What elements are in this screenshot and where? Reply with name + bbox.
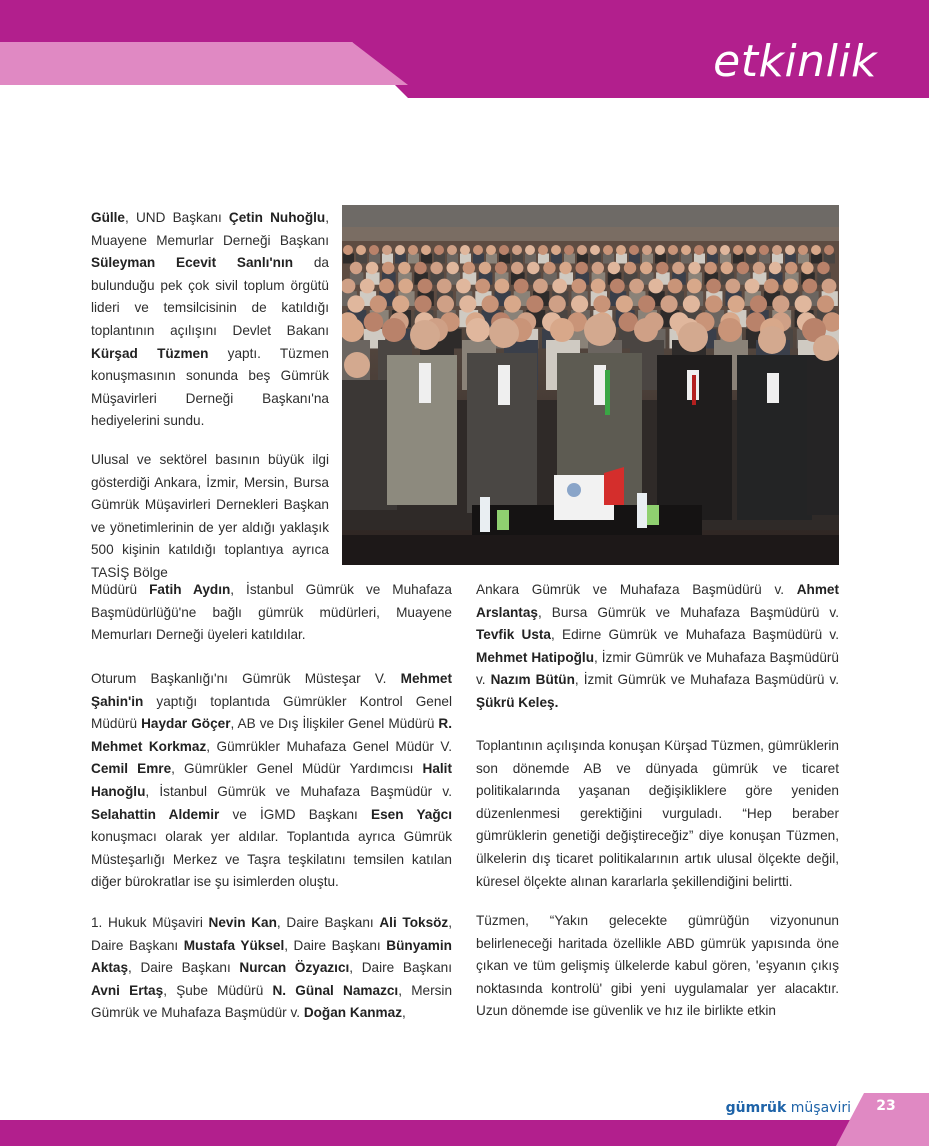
crowd-head: [571, 279, 586, 294]
crowd-head: [437, 279, 452, 294]
paragraph-left-4: [91, 912, 452, 1025]
crowd-head: [511, 262, 523, 274]
name-bold: Bünyamin Aktaş: [91, 937, 452, 976]
crowd-head: [370, 295, 387, 312]
crowd-head: [398, 262, 410, 274]
paragraph-left-2a: [91, 449, 329, 585]
text-run: , Gümrükler Muhafaza Genel Müdür V.: [206, 738, 452, 754]
paragraph-right-2: [476, 735, 839, 893]
text-run: , Daire Başkanı: [128, 960, 240, 976]
crowd-head: [447, 262, 459, 274]
crowd-head: [593, 295, 610, 312]
crowd-head: [392, 295, 409, 312]
crowd-head: [824, 245, 834, 255]
crowd-head: [707, 245, 717, 255]
crowd-head: [634, 318, 658, 342]
crowd-body: [811, 254, 822, 264]
crowd-head: [616, 245, 626, 255]
footer-brand-light: müşaviri: [786, 1100, 851, 1116]
text-run: , Daire Başkanı: [91, 915, 453, 953]
crowd-head: [479, 262, 491, 274]
name-bold: Şükrü Keleş.: [476, 694, 559, 710]
crowd-head: [459, 295, 476, 312]
crowd-head: [733, 245, 743, 255]
crowd-head: [343, 245, 353, 255]
crowd-body: [473, 254, 484, 264]
name-bold: Tevfik Usta: [476, 627, 551, 643]
crowd-head: [694, 245, 704, 255]
crowd-head: [798, 245, 808, 255]
paragraph-right-3: [476, 910, 839, 1023]
crowd-head: [414, 295, 431, 312]
footer-brand: [726, 1100, 851, 1116]
crowd-head: [746, 245, 756, 255]
crowd-head: [683, 295, 700, 312]
crowd-body: [824, 254, 835, 264]
crowd-head: [350, 262, 362, 274]
name-bold: Ahmet Arslantaş: [476, 582, 839, 620]
crowd-head: [772, 295, 789, 312]
paragraph-left-2b: [91, 579, 452, 647]
crowd-head: [681, 245, 691, 255]
crowd-head: [551, 245, 561, 255]
crowd-head: [482, 295, 499, 312]
crowd-head: [725, 279, 740, 294]
text-run: Müdürü: [91, 582, 150, 597]
crowd-head: [801, 262, 813, 274]
crowd-head: [706, 279, 721, 294]
text-run: , Daire Başkanı: [276, 915, 380, 930]
crowd-head: [785, 262, 797, 274]
crowd-head: [366, 262, 378, 274]
page-number: 23: [876, 1098, 896, 1114]
crowd-body: [681, 254, 692, 264]
text-run: yaptığı toplantıda Gümrükler Kontrol Genel Müdürü: [91, 693, 452, 732]
crowd-head: [629, 245, 639, 255]
header-pink-tab: [0, 42, 408, 85]
crowd-head: [638, 295, 655, 312]
text-run: , Mersin Gümrük ve Muhafaza Başmüdür v.: [91, 982, 453, 1021]
crowd-head: [463, 262, 475, 274]
crowd-head: [504, 295, 521, 312]
crowd-head: [559, 262, 571, 274]
crowd-head: [430, 262, 442, 274]
crowd-head: [745, 279, 760, 294]
crowd-body: [421, 254, 432, 264]
crowd-head: [421, 245, 431, 255]
crowd-head: [648, 279, 663, 294]
name-bold: Mehmet Şahin'in: [91, 671, 452, 709]
name-bold: Haydar Göçer: [141, 716, 231, 732]
crowd-body: [746, 254, 757, 264]
crowd-head: [668, 245, 678, 255]
crowd-head: [785, 245, 795, 255]
name-bold: Süleyman Ecevit Sanlı'nın: [91, 255, 294, 271]
crowd-body: [759, 254, 770, 264]
crowd-head: [514, 279, 529, 294]
text-run: , Muayene Memurlar Derneği Başkanı: [91, 210, 329, 248]
text-run: , İstanbul Gümrük ve Muhafaza Başmüdürlüğü'ne bağlı gümrük müdürleri, Muayene Memurları Derneği üyeleri katıldılar.: [91, 582, 452, 643]
name-bold: Nazım Bütün: [490, 672, 575, 688]
text-run: , İzmit Gümrük ve Muhafaza Başmüdürü v.: [574, 672, 840, 688]
text-run: Ankara Gümrük ve Muhafaza Başmüdürü v.: [476, 582, 797, 597]
text-run: , Daire Başkanı: [349, 960, 452, 976]
crowd-head: [533, 279, 548, 294]
name-bold: Halit Hanoğlu: [91, 761, 452, 799]
crowd-head: [360, 279, 375, 294]
crowd-head: [398, 279, 413, 294]
crowd-head: [364, 312, 384, 332]
crowd-head: [369, 245, 379, 255]
crowd-head: [512, 245, 522, 255]
crowd-head: [737, 262, 749, 274]
crowd-head: [783, 279, 798, 294]
name-bold: Nurcan Özyazıcı: [239, 960, 350, 976]
text-run: , Şube Müdürü: [163, 982, 273, 998]
footer-band: [0, 1120, 929, 1146]
crowd-head: [575, 262, 587, 274]
name-bold: Selahattin Aldemir: [91, 806, 220, 822]
crowd-head: [395, 245, 405, 255]
text-run: ve İGMD Başkanı: [219, 806, 372, 822]
crowd-head: [527, 262, 539, 274]
crowd-body: [707, 254, 718, 264]
crowd-head: [379, 279, 394, 294]
crowd-head: [552, 279, 567, 294]
section-title: etkinlik: [713, 36, 877, 87]
crowd-head: [795, 295, 812, 312]
name-bold: R. Mehmet Korkmaz: [91, 716, 453, 754]
crowd-head: [769, 262, 781, 274]
crowd-head: [564, 245, 574, 255]
paragraph-left-3: [91, 668, 452, 894]
name-bold: Ali Toksöz: [379, 915, 449, 930]
crowd-head: [642, 245, 652, 255]
crowd-head: [660, 295, 677, 312]
audience-photo: [342, 205, 839, 565]
crowd-head: [538, 245, 548, 255]
name-bold: Nevin Kan: [208, 915, 277, 930]
crowd-head: [705, 295, 722, 312]
crowd-body: [655, 254, 666, 264]
crowd-head: [460, 245, 470, 255]
crowd-head: [764, 279, 779, 294]
crowd-head: [382, 318, 406, 342]
crowd-head: [543, 262, 555, 274]
crowd-head: [447, 245, 457, 255]
crowd-head: [811, 245, 821, 255]
crowd-head: [687, 279, 702, 294]
crowd-head: [499, 245, 509, 255]
crowd-head: [802, 279, 817, 294]
crowd-head: [437, 295, 454, 312]
text-run: , İzmir Gümrük ve Muhafaza Başmüdürü v.: [476, 649, 839, 688]
crowd-head: [817, 262, 829, 274]
text-run: da bulunduğu pek çok sivil toplum örgütü lideri ve temsilcisinin de katıldığı toplantının açılışını Devlet Bakanı: [91, 255, 329, 338]
crowd-head: [418, 279, 433, 294]
crowd-head: [590, 245, 600, 255]
crowd-head: [549, 295, 566, 312]
text-run: Toplantının açılışında konuşan Kürşad Tüzmen, gümrüklerin son dönemde AB ve dünyada gümrük ve ticaret politikalarında yaşanan değişikliklere göre yeniden düzenlenmesi gerektiğini vurguladı. “Hep beraber gümrüklerin genetiği değiştireceğiz” diye konuşan Tüzmen, ülkelerin dış ticaret politikalarının artık ulusal ölçekte değil, küresel ölçekte alınan kararlarla şekillendiğini belirtti.: [476, 738, 839, 889]
crowd-head: [408, 245, 418, 255]
crowd-head: [720, 245, 730, 255]
crowd-body: [603, 254, 614, 264]
text-run: Ulusal ve sektörel basının büyük ilgi gösterdiği Ankara, İzmir, Mersin, Bursa Gümrük Müşavirleri Dernekleri Başkan ve yönetimlerinin de yer aldığı yaklaşık 500 kişinin katıldığı toplantıya ayrıca TASİŞ Bölge: [91, 452, 329, 580]
crowd-head: [495, 262, 507, 274]
text-run: Oturum Başkanlığı'nı Gümrük Müsteşar V.: [91, 671, 401, 686]
crowd-head: [629, 279, 644, 294]
crowd-head: [473, 245, 483, 255]
name-bold: Doğan Kanmaz: [303, 1005, 403, 1021]
text-run: , Bursa Gümrük ve Muhafaza Başmüdürü v.: [537, 604, 839, 620]
text-run: , Daire Başkanı: [284, 937, 387, 953]
crowd-head: [456, 279, 471, 294]
crowd-head: [822, 279, 837, 294]
crowd-head: [610, 279, 625, 294]
crowd-head: [640, 262, 652, 274]
name-bold: Esen Yağcı: [371, 806, 452, 822]
crowd-body: [616, 254, 627, 264]
crowd-head: [526, 295, 543, 312]
crowd-body: [343, 254, 354, 264]
crowd-head: [414, 262, 426, 274]
crowd-head: [668, 279, 683, 294]
text-run: , UND Başkanı: [125, 210, 229, 225]
crowd-head: [750, 295, 767, 312]
crowd-head: [591, 279, 606, 294]
crowd-head: [772, 245, 782, 255]
crowd-head: [356, 245, 366, 255]
paragraph-right-1: [476, 579, 839, 715]
crowd-head: [817, 295, 834, 312]
crowd-head: [382, 245, 392, 255]
text-run: konuşmacı olarak yer aldılar. Toplantıda ayrıca Gümrük Müsteşarlığı Merkez ve Taşra teşkilatını temsilen katılan diğer bürokratlar ise şu isimlerden oluştu.: [91, 829, 452, 890]
crowd-head: [495, 279, 510, 294]
crowd-head: [347, 295, 364, 312]
crowd-head: [721, 262, 733, 274]
text-run: , AB ve Dış İlişkiler Genel Müdürü: [230, 716, 439, 732]
name-bold: Fatih Aydın: [149, 582, 231, 597]
crowd-head: [577, 245, 587, 255]
crowd-head: [704, 262, 716, 274]
name-bold: N. Günal Namazcı: [272, 982, 399, 998]
paragraph-left-1: [91, 207, 329, 433]
name-bold: Çetin Nuhoğlu: [228, 210, 326, 225]
crowd-head: [688, 262, 700, 274]
text-run: , Gümrükler Genel Müdür Yardımcısı: [171, 761, 423, 777]
crowd-head: [728, 295, 745, 312]
name-bold: Mehmet Hatipoğlu: [476, 649, 595, 665]
crowd-head: [655, 245, 665, 255]
crowd-head: [603, 245, 613, 255]
text-run: , Edirne Gümrük ve Muhafaza Başmüdürü v.: [550, 627, 839, 643]
name-bold: Cemil Emre: [91, 761, 172, 777]
crowd-head: [434, 245, 444, 255]
name-bold: Mustafa Yüksel: [183, 937, 285, 953]
crowd-body: [538, 254, 549, 264]
text-run: 1. Hukuk Müşaviri: [91, 915, 209, 930]
crowd-head: [466, 318, 490, 342]
crowd-head: [656, 262, 668, 274]
text-run: Tüzmen, “Yakın gelecekte gümrüğün vizyonunun belirleneceği haritada özellikle ABD gümrük yapısında öne çıkan ve tüm gelişmiş ülkelerde kabul gören, 'eşyanın çıkış noktasında kontrolü' gibi yeni uygulamalar yer alacaktır. Uzun dönemde ise güvenlik ve hız ile birlikte etkin: [476, 913, 839, 1019]
text-run: ,: [402, 1005, 406, 1021]
crowd-body: [408, 254, 419, 264]
crowd-head: [753, 262, 765, 274]
crowd-head: [592, 262, 604, 274]
crowd-head: [608, 262, 620, 274]
crowd-body: [356, 254, 367, 264]
crowd-head: [571, 295, 588, 312]
name-bold: Kürşad Tüzmen: [91, 345, 209, 361]
crowd-body: [551, 254, 562, 264]
crowd-head: [475, 279, 490, 294]
crowd-body: [486, 254, 497, 264]
text-run: yaptı. Tüzmen konuşmasının sonunda beş Gümrük Müşavirleri Derneği Başkanı'na hediyelerini sundu.: [91, 345, 329, 429]
footer-brand-bold: gümrük: [725, 1100, 787, 1116]
crowd-head: [718, 318, 742, 342]
crowd-head: [616, 295, 633, 312]
crowd-head: [550, 318, 574, 342]
crowd-head: [624, 262, 636, 274]
crowd-head: [382, 262, 394, 274]
crowd-head: [759, 245, 769, 255]
text-run: , İstanbul Gümrük ve Muhafaza Başmüdür v.: [145, 783, 452, 799]
crowd-head: [486, 245, 496, 255]
crowd-head: [525, 245, 535, 255]
name-bold: Avni Ertaş: [91, 982, 164, 998]
crowd-head: [672, 262, 684, 274]
name-bold: Gülle: [91, 210, 125, 225]
